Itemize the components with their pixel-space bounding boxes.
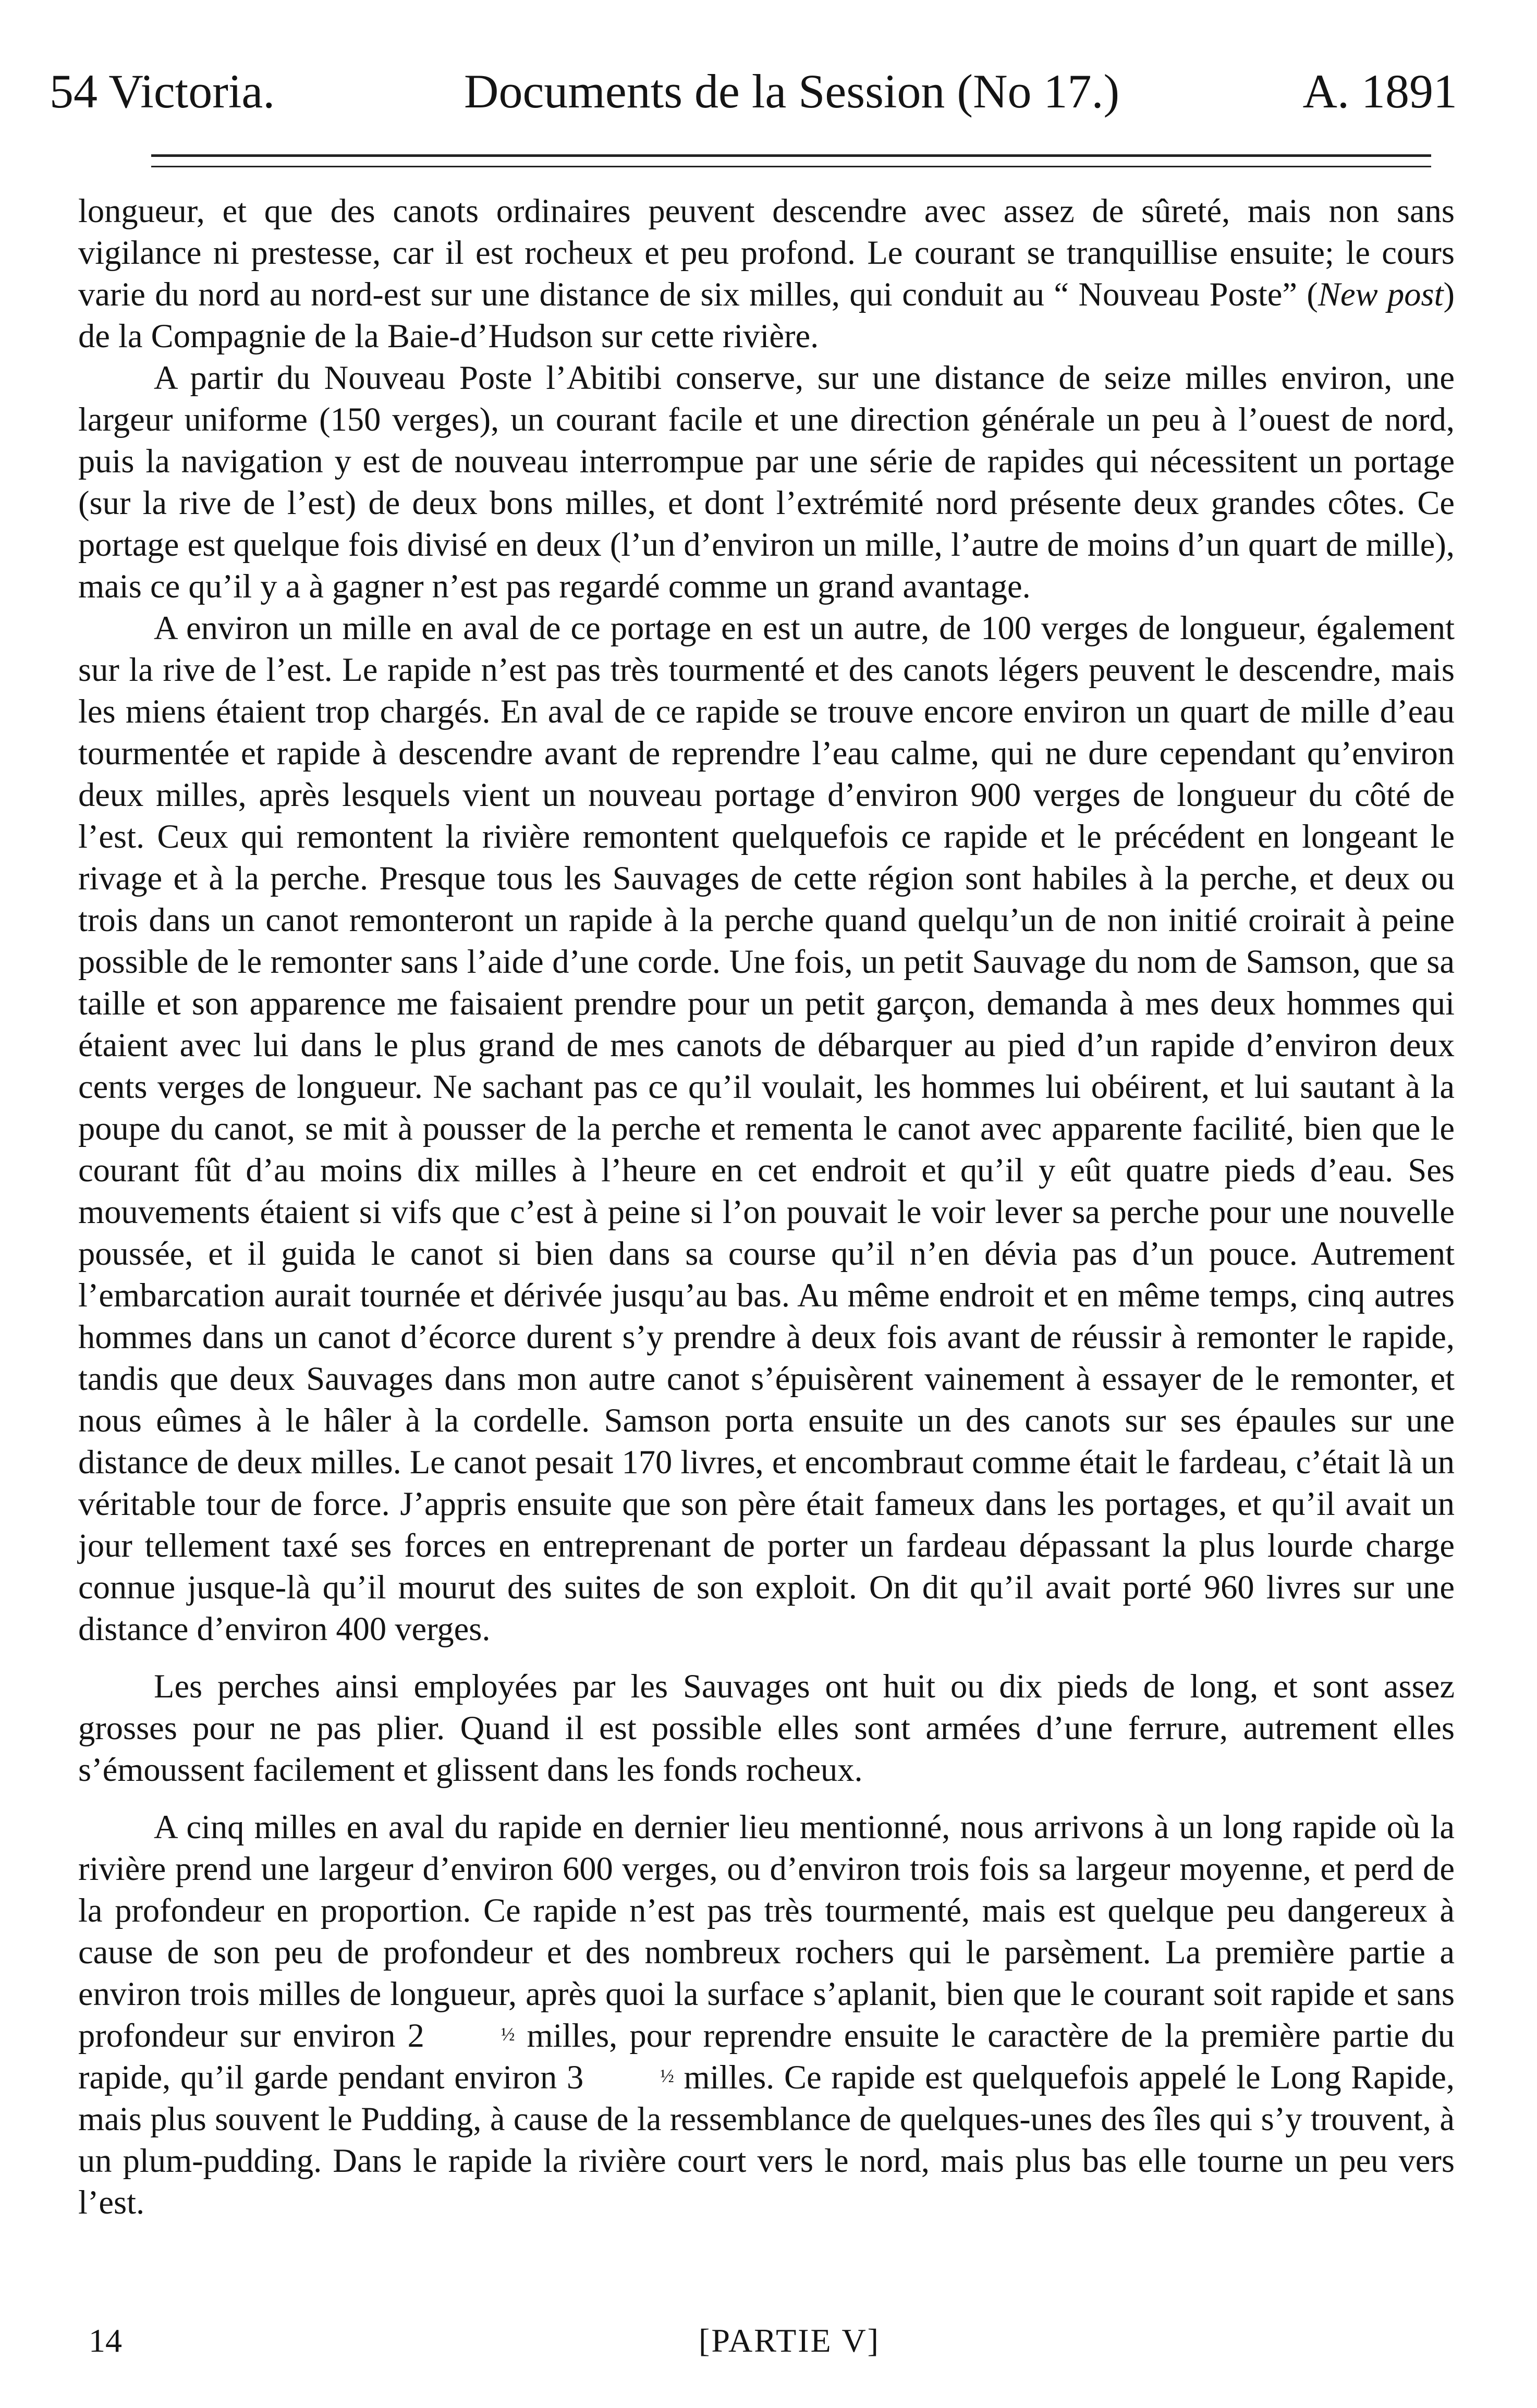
new-post-italic: New post bbox=[1318, 276, 1444, 313]
header-title: Documents de la Session (No 17.) bbox=[464, 65, 1120, 118]
running-header bbox=[50, 57, 1478, 125]
paragraph-1-text-a: longueur, et que des canots ordinaires peuvent descendre avec assez de sûreté, mais non sans vigilance ni prestesse, car il est rocheux et peu profond. Le courant se tranquillise ensuite; le cours varie du nord au nord-est sur une distance de six milles, qui conduit au “ Nouveau Poste” ( bbox=[78, 192, 1455, 313]
paragraph-5 bbox=[78, 1806, 1455, 2223]
section-label: [PARTIE V] bbox=[699, 2322, 880, 2359]
fraction-half-2: ½ bbox=[660, 2065, 674, 2086]
page-footer bbox=[78, 2317, 1455, 2364]
paragraph-1 bbox=[78, 190, 1455, 357]
header-year: A. 1891 bbox=[1302, 65, 1457, 118]
paragraph-5-text-b: milles, pour reprendre ensuite le caractère de la première partie du rapide, qu’il garde pendant environ 3 bbox=[78, 2017, 1455, 2096]
paragraph-3: A environ un mille en aval de ce portage en est un autre, de 100 verges de longueur, également sur la rive de l’est. Le rapide n’est pas très tourmenté et des canots légers peuvent le descendre, mais les miens étaient trop chargés. En aval de ce rapide se trouve encore environ un quart de mille d’eau tourmentée et rapide à descendre avant de reprendre l’eau calme, qui ne dure cependant qu’environ deux milles, après lesquels vient un nouveau portage d’environ 900 verges de longueur du côté de l’est. Ceux qui remontent la rivière remontent quelquefois ce rapide et le précédent en longeant le rivage et à la perche. Presque tous les Sauvages de cette région sont habiles à la perche, et deux ou trois dans un canot remonteront un rapide à la perche quand quelqu’un de non initié croirait à peine possible de le remonter sans l’aide d’une corde. Une fois, un petit Sauvage du nom de Samson, que sa taille et son apparence me faisaient prendre pour un petit garçon, demanda à mes deux hommes qui étaient avec lui dans le plus grand de mes canots de débarquer au pied d’un rapide d’environ deux cents verges de longueur. Ne sachant pas ce qu’il voulait, les hommes lui obéirent, et lui sautant à la poupe du canot, se mit à pousser de la perche et rementa le canot avec apparente facilité, bien que le courant fût d’au moins dix milles à l’heure en cet endroit et qu’il y eût quatre pieds d’eau. Ses mouvements étaient si vifs que c’est à peine si l’on pouvait le voir lever sa perche pour une nouvelle poussée, et il guida le canot si bien dans sa course qu’il n’en dévia pas d’un pouce. Autrement l’embarcation aurait tournée et dérivée jusqu’au bas. Au même endroit et en même temps, cinq autres hommes dans un canot d’écorce durent s’y prendre à deux fois avant de réussir à remonter le rapide, tandis que deux Sauvages dans mon autre canot s’épuisèrent vainement à essayer de le remonter, et nous eûmes à le hâler à la cordelle. Samson porta ensuite un des canots sur ses épaules sur une distance de deux milles. Le canot pesait 170 livres, et encombraut comme était le fardeau, c’était là un véritable tour de force. J’appris ensuite que son père était fameux dans les portages, et qu’il avait un jour tellement taxé ses forces en entreprenant de porter un fardeau dépassant la plus lourde charge connue jusque-là qu’il mourut des suites de son exploit. On dit qu’il avait porté 960 livres sur une distance d’environ 400 verges. bbox=[78, 609, 1455, 1647]
body-text bbox=[78, 190, 1455, 2223]
header-rule-thick bbox=[151, 154, 1431, 157]
header-volume: 54 Victoria. bbox=[50, 65, 275, 118]
paragraph-2: A partir du Nouveau Poste l’Abitibi conserve, sur une distance de seize milles environ, une largeur uniforme (150 verges), un courant facile et une direction générale un peu à l’ouest de nord, puis la navigation y est de nouveau interrompue par une série de rapides qui nécessitent un portage (sur la rive de l’est) de deux bons milles, et dont l’extrémité nord présente deux grandes côtes. Ce portage est quelque fois divisé en deux (l’un d’environ un mille, l’autre de moins d’un quart de mille), mais ce qu’il y a à gagner n’est pas regardé comme un grand avantage. bbox=[78, 359, 1455, 605]
page-number: 14 bbox=[89, 2322, 122, 2359]
fraction-half-1: ½ bbox=[501, 2023, 515, 2045]
paragraph-4: Les perches ainsi employées par les Sauvages ont huit ou dix pieds de long, et sont assez grosses pour ne pas plier. Quand il est possible elles sont armées d’une ferrure, autrement elles s’émoussent facilement et glissent dans les fonds rocheux. bbox=[78, 1668, 1455, 1788]
header-rule-thin bbox=[151, 166, 1431, 167]
paragraph-1-text-b: ) de la Compagnie de la Baie-d’Hudson sur cette rivière. bbox=[78, 276, 1455, 355]
paragraph-5-text-a: A cinq milles en aval du rapide en dernier lieu mentionné, nous arrivons à un long rapide où la rivière prend une largeur d’environ 600 verges, ou d’environ trois fois sa largeur moyenne, et perd de la profondeur en proportion. Ce rapide n’est pas très tourmenté, mais est quelque peu dangereux à cause de son peu de profondeur et des nombreux rochers qui le parsèment. La première partie a environ trois milles de longueur, après quoi la surface s’aplanit, bien que le courant soit rapide et sans profondeur sur environ 2 bbox=[78, 1808, 1455, 2054]
paragraph-5-text-c: milles. Ce rapide est quelquefois appelé le Long Rapide, mais plus souvent le Pudding, à cause de la ressemblance de quelques-unes des îles qui s’y trouvent, à un plum-pudding. Dans le rapide la rivière court vers le nord, mais plus bas elle tourne un peu vers l’est. bbox=[78, 2059, 1455, 2221]
